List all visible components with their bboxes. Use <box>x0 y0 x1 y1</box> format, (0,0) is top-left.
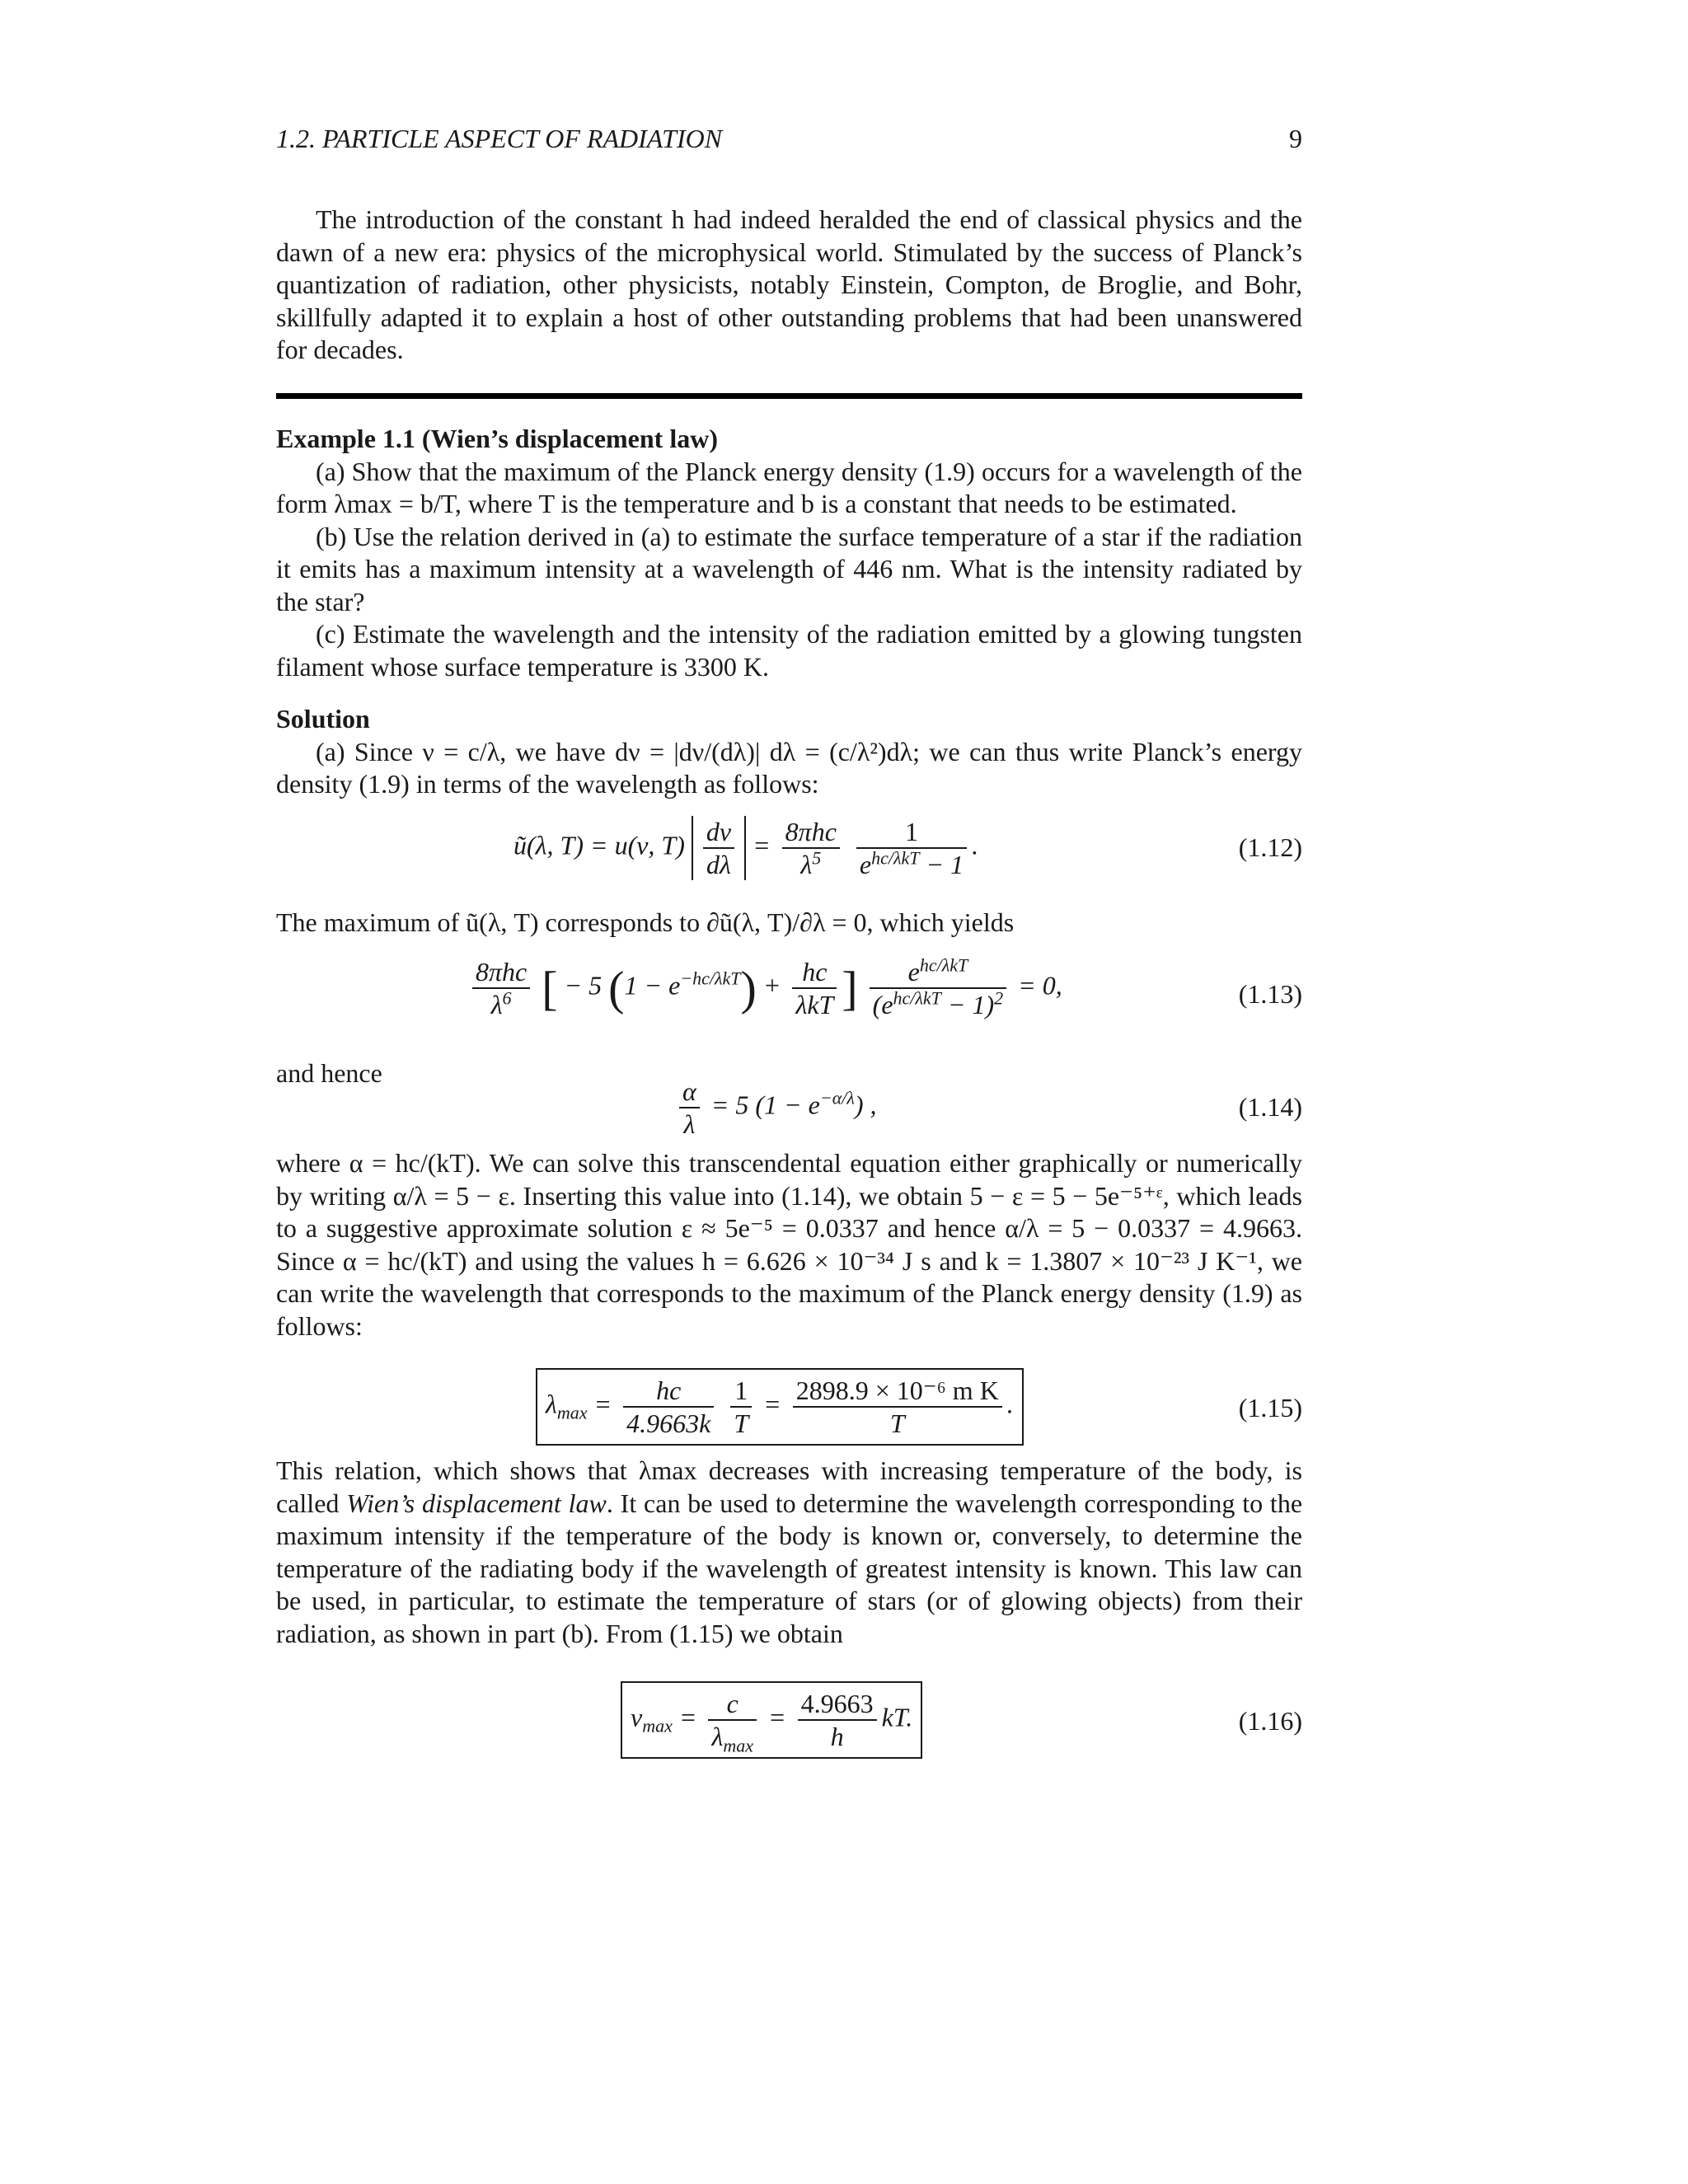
eq-1-16-constant: 4.9663 <box>798 1688 877 1721</box>
running-header <box>276 124 1302 154</box>
equation-number: (1.15) <box>1238 1393 1302 1422</box>
equation-number: (1.16) <box>1238 1706 1302 1736</box>
solution-start <box>276 703 1302 801</box>
solution-heading: Solution <box>276 704 370 733</box>
page-number: 9 <box>1289 124 1302 153</box>
equation-number: (1.13) <box>1238 979 1302 1009</box>
equation-number: (1.12) <box>1238 832 1302 862</box>
solution-para-2: The maximum of ũ(λ, T) corresponds to ∂ũ(λ, T)/∂λ = 0, which yields <box>276 907 1015 937</box>
example-part-b: (b) Use the relation derived in (a) to estimate the surface temperature of a star if the radiation it emits has a maximum intensity at a wavelength of 446 nm. What is the intensity radiated by the star? <box>276 521 1302 616</box>
equation-1-16 <box>276 1681 1302 1764</box>
intro-text: The introduction of the constant h had indeed heralded the end of classical physics and the dawn of a new era: physics of the microphysical world. Stimulated by the success of Planck’s quantization of radiation, other physicists, notably Einstein, Compton, de Broglie, and Bohr, skillfully adapted it to explain a host of other outstanding problems that had been unanswered for decades. <box>276 204 1302 364</box>
example-part-c: (c) Estimate the wavelength and the intensity of the radiation emitted by a glowing tungsten filament whose surface temperature is 3300 K. <box>276 619 1302 682</box>
equation-1-12 <box>276 816 1302 882</box>
equation-number: (1.14) <box>1238 1092 1302 1122</box>
example-box <box>276 423 1302 683</box>
wien-constant: 2898.9 × 10⁻⁶ m K <box>793 1375 1002 1408</box>
equation-1-12-body: ũ(λ, T) = u(ν, T) $\frac{d\nu}{d\lambda}$ = $\frac{\text{8πhc}}{\lambda^5}$ $\frac{1}{e^{hc/\lambda kT} - 1}$ . <box>513 817 979 879</box>
example-part-a: (a) Show that the maximum of the Planck energy density (1.9) occurs for a wavelength of the form λmax = b/T, where T is the temperature and b is a constant that needs to be estimated. <box>276 456 1302 518</box>
para-5-end: . It can be used to determine the wavelength corresponding to the maximum intensity if the temperature of the body is known or, conversely, to determine the temperature of the radiating body if the wavelength of greatest intensity is known. This law can be used, in particular, to estimate the temperature of stars (or of glowing objects) from their radiation, as shown in part (b). From (1.15) we obtain <box>276 1488 1303 1648</box>
intro-paragraph <box>276 204 1302 367</box>
equation-1-14-body: $\frac{\alpha}{\lambda}$ = 5 $(1 - e^{-\alpha/\lambda})$ , <box>674 1076 877 1140</box>
equation-1-14 <box>276 1076 1302 1141</box>
solution-para-2-block <box>276 907 1302 940</box>
running-title: 1.2. PARTICLE ASPECT OF RADIATION <box>276 124 723 153</box>
solution-para-5-block <box>276 1455 1302 1650</box>
solution-para-4-block <box>276 1147 1302 1343</box>
example-title: Example 1.1 (Wien’s displacement law) <box>276 424 718 453</box>
solution-para-1: (a) Since ν = c/λ, we have dν = |dν/(dλ)| dλ = (c/λ²)dλ; we can thus write Planck’s energy density (1.9) in terms of the wavelength as follows: <box>276 736 1302 799</box>
equation-1-16-body: $\nu_{max}$ = $\frac{c}{\lambda_{max}}$ = $\frac{4.9663}{h}$ kT. <box>621 1681 922 1759</box>
solution-para-4: where α = hc/(kT). We can solve this transcendental equation either graphically or numerically by writing α/λ = 5 − ε. Inserting this value into (1.14), we obtain 5 − ε = 5 − 5e⁻⁵⁺ᵋ, which leads to a suggestive approximate solution ε ≈ 5e⁻⁵ = 0.0337 and hence α/λ = 5 − 0.0337 = 4.9663. Since α = hc/(kT) and using the values h = 6.626 × 10⁻³⁴ J s and k = 1.3807 × 10⁻²³ J K⁻¹, we can write the wavelength that corresponds to the maximum of the Planck energy density (1.9) as follows: <box>276 1148 1302 1341</box>
wiens-law-emphasis: Wien’s displacement law <box>346 1488 607 1518</box>
equation-1-13 <box>276 956 1302 1047</box>
solution-para-3: and hence <box>276 1058 382 1088</box>
equation-1-13-body: $\frac{\text{8πhc}}{\lambda^6}$ [ − 5 $(1 - e^{-hc/\lambda kT})$ + $\frac{hc}{\text{λkT}}$ ] $\frac{e^{hc/\lambda kT}}{(e^{hc/\lambda kT} - 1)^2}$ = 0, <box>467 956 1062 1020</box>
equation-1-15 <box>276 1368 1302 1451</box>
equation-1-15-body: $\lambda_{max}$ = $\frac{hc}{4.9663k}$ $\frac{1}{T}$ = $\frac{\text{2898.9 × 10⁻⁶ m K}}{T}$ . <box>536 1368 1024 1446</box>
section-divider <box>276 393 1302 399</box>
solution-para-5 <box>276 1455 1302 1650</box>
para-5-start: This relation, which shows that λmax decreases with increasing temperature of the body, is called <box>276 1455 1302 1518</box>
